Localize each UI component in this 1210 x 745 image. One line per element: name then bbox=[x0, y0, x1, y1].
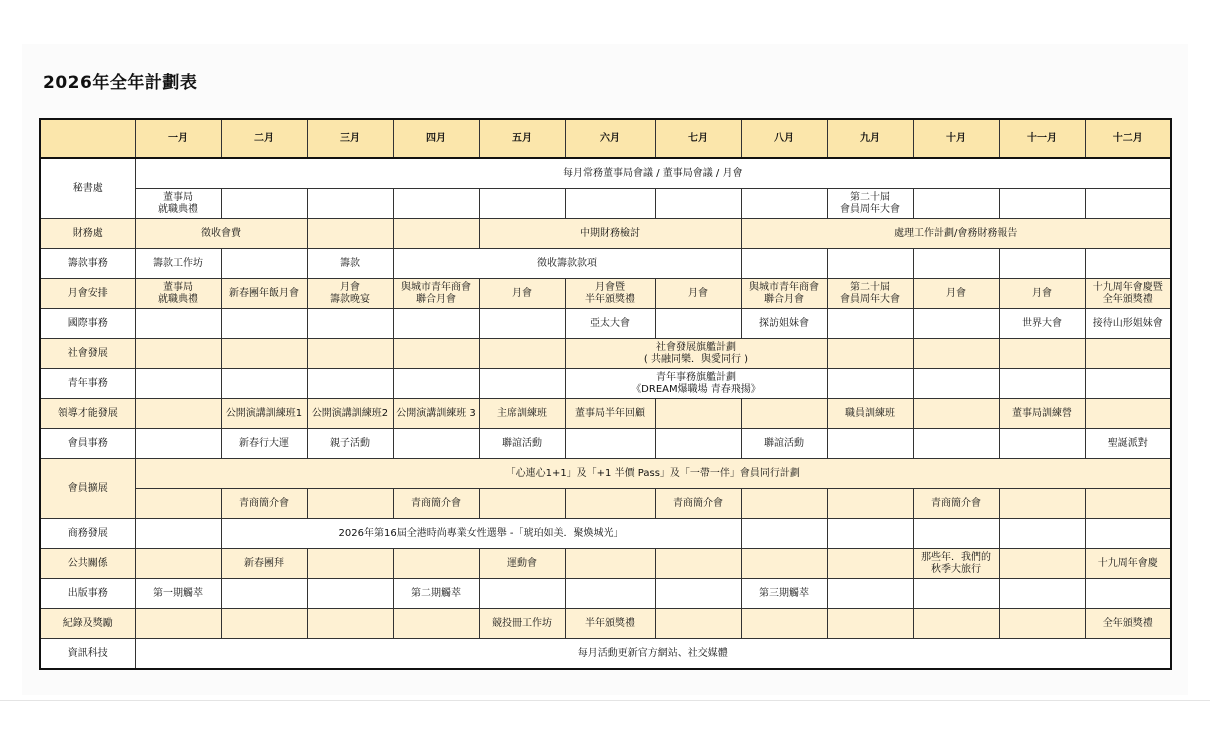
table-cell: 公開演講訓練班 3 bbox=[393, 399, 479, 429]
row-label: 青年事務 bbox=[40, 369, 135, 399]
table-row bbox=[40, 459, 1171, 489]
table-row bbox=[40, 339, 1171, 369]
table-cell: 籌款 bbox=[307, 249, 393, 279]
month-header: 二月 bbox=[221, 119, 307, 158]
month-header: 十二月 bbox=[1085, 119, 1171, 158]
table-cell: 處理工作計劃/會務財務報告 bbox=[741, 219, 1171, 249]
row-label: 資訊科技 bbox=[40, 639, 135, 670]
table-cell: 徵收會費 bbox=[135, 219, 307, 249]
table-cell: 第二十屆 會員周年大會 bbox=[827, 189, 913, 219]
row-label: 商務發展 bbox=[40, 519, 135, 549]
table-cell: 第三期觸萃 bbox=[741, 579, 827, 609]
table-cell: 青商簡介會 bbox=[913, 489, 999, 519]
month-header: 四月 bbox=[393, 119, 479, 158]
table-cell: 與城市青年商會 聯合月會 bbox=[741, 279, 827, 309]
corner-cell bbox=[40, 119, 135, 158]
table-row bbox=[40, 639, 1171, 670]
table-cell: 聯誼活動 bbox=[741, 429, 827, 459]
table-cell: 中期財務檢討 bbox=[479, 219, 741, 249]
row-label: 會員事務 bbox=[40, 429, 135, 459]
table-cell: 第二十屆 會員周年大會 bbox=[827, 279, 913, 309]
table-cell: 競投冊工作坊 bbox=[479, 609, 565, 639]
table-cell: 全年頒獎禮 bbox=[1085, 609, 1171, 639]
table-cell: 探訪姐妹會 bbox=[741, 309, 827, 339]
table-row bbox=[40, 399, 1171, 429]
table-row bbox=[40, 279, 1171, 309]
month-header: 五月 bbox=[479, 119, 565, 158]
page-title: 2026年全年計劃表 bbox=[43, 73, 198, 93]
row-label: 社會發展 bbox=[40, 339, 135, 369]
table-cell: 青商簡介會 bbox=[655, 489, 741, 519]
table-cell: 社會發展旗艦計劃 ( 共融同樂．與愛同行 ) bbox=[565, 339, 827, 369]
month-header: 十一月 bbox=[999, 119, 1085, 158]
table-cell: 月會暨 半年頒獎禮 bbox=[565, 279, 655, 309]
table-cell: 月會 籌款晚宴 bbox=[307, 279, 393, 309]
row-label: 公共關係 bbox=[40, 549, 135, 579]
month-header: 一月 bbox=[135, 119, 221, 158]
table-cell: 十九周年會慶 bbox=[1085, 549, 1171, 579]
table-cell: 董事局 就職典禮 bbox=[135, 279, 221, 309]
month-header: 六月 bbox=[565, 119, 655, 158]
table-cell: 那些年．我們的 秋季大旅行 bbox=[913, 549, 999, 579]
table-row bbox=[40, 369, 1171, 399]
annual-plan-table bbox=[39, 118, 1172, 670]
table-cell: 青商簡介會 bbox=[221, 489, 307, 519]
divider bbox=[0, 700, 1210, 701]
table-row bbox=[40, 158, 1171, 189]
table-cell: 新春團拜 bbox=[221, 549, 307, 579]
table-row bbox=[40, 549, 1171, 579]
table-cell: 接待山形姐妹會 bbox=[1085, 309, 1171, 339]
table-cell: 新春行大運 bbox=[221, 429, 307, 459]
month-header: 八月 bbox=[741, 119, 827, 158]
table-row bbox=[40, 219, 1171, 249]
table-cell: 每月常務董事局會議 / 董事局會議 / 月會 bbox=[135, 158, 1171, 189]
row-label: 出版事務 bbox=[40, 579, 135, 609]
table-cell: 董事局訓練營 bbox=[999, 399, 1085, 429]
table-cell: 青年事務旗艦計劃 《DREAM爆職場 青春飛揚》 bbox=[565, 369, 827, 399]
row-label: 秘書處 bbox=[40, 158, 135, 219]
table-row bbox=[40, 429, 1171, 459]
table-cell: 世界大會 bbox=[999, 309, 1085, 339]
table-cell: 月會 bbox=[913, 279, 999, 309]
table-row bbox=[40, 609, 1171, 639]
table-row bbox=[40, 309, 1171, 339]
table-cell: 亞太大會 bbox=[565, 309, 655, 339]
table-cell: 新春團年飯月會 bbox=[221, 279, 307, 309]
table-cell: 徵收籌款款項 bbox=[393, 249, 741, 279]
table-cell: 公開演講訓練班2 bbox=[307, 399, 393, 429]
table-cell: 運動會 bbox=[479, 549, 565, 579]
header-row bbox=[40, 119, 1171, 158]
table-cell: 與城市青年商會 聯合月會 bbox=[393, 279, 479, 309]
table-row bbox=[40, 189, 1171, 219]
table-cell: 「心連心1+1」及「+1 半價 Pass」及「一帶一伴」會員同行計劃 bbox=[135, 459, 1171, 489]
table-cell: 董事局半年回顧 bbox=[565, 399, 655, 429]
table-cell: 董事局 就職典禮 bbox=[135, 189, 221, 219]
table-cell: 每月活動更新官方網站、社交媒體 bbox=[135, 639, 1171, 670]
table-cell: 月會 bbox=[999, 279, 1085, 309]
month-header: 九月 bbox=[827, 119, 913, 158]
table-row bbox=[40, 489, 1171, 519]
row-label: 財務處 bbox=[40, 219, 135, 249]
table-cell: 第一期觸萃 bbox=[135, 579, 221, 609]
table-cell: 十九周年會慶暨 全年頒獎禮 bbox=[1085, 279, 1171, 309]
table-cell: 青商簡介會 bbox=[393, 489, 479, 519]
row-label: 紀錄及獎勵 bbox=[40, 609, 135, 639]
table-row bbox=[40, 519, 1171, 549]
table-cell: 聖誕派對 bbox=[1085, 429, 1171, 459]
row-label: 月會安排 bbox=[40, 279, 135, 309]
table-cell: 主席訓練班 bbox=[479, 399, 565, 429]
table-cell: 2026年第16屆全港時尚專業女性選舉 -「琥珀如美．聚煥城光」 bbox=[221, 519, 741, 549]
row-label: 國際事務 bbox=[40, 309, 135, 339]
month-header: 十月 bbox=[913, 119, 999, 158]
table-row bbox=[40, 249, 1171, 279]
table-cell: 半年頒獎禮 bbox=[565, 609, 655, 639]
table-row bbox=[40, 579, 1171, 609]
row-label: 籌款事務 bbox=[40, 249, 135, 279]
month-header: 七月 bbox=[655, 119, 741, 158]
table-cell: 籌款工作坊 bbox=[135, 249, 221, 279]
table-cell: 月會 bbox=[479, 279, 565, 309]
table-cell: 月會 bbox=[655, 279, 741, 309]
row-label: 領導才能發展 bbox=[40, 399, 135, 429]
table-cell: 聯誼活動 bbox=[479, 429, 565, 459]
table-cell: 職員訓練班 bbox=[827, 399, 913, 429]
row-label: 會員擴展 bbox=[40, 459, 135, 519]
table-cell: 親子活動 bbox=[307, 429, 393, 459]
month-header: 三月 bbox=[307, 119, 393, 158]
table-cell: 公開演講訓練班1 bbox=[221, 399, 307, 429]
table-cell: 第二期觸萃 bbox=[393, 579, 479, 609]
